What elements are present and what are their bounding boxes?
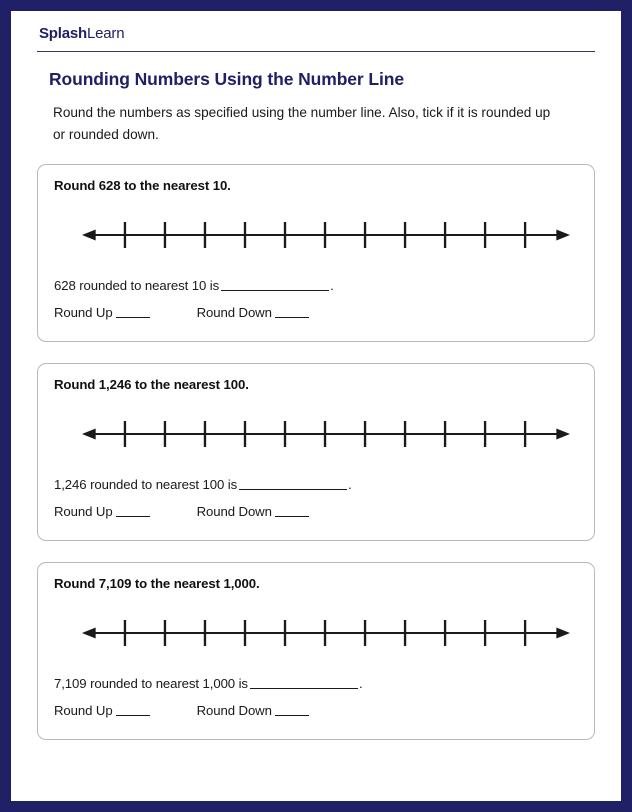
round-down-label: Round Down: [196, 703, 272, 719]
question-box: [37, 363, 595, 541]
worksheet-page: [11, 11, 621, 801]
answer-blank[interactable]: [250, 677, 358, 689]
numberline-container: [54, 218, 578, 252]
answer-block: [54, 676, 578, 718]
round-down-option: [197, 703, 309, 718]
number-line-diagram: [82, 417, 570, 451]
round-down-option: [197, 504, 309, 519]
round-up-label: Round Up: [54, 305, 113, 321]
round-direction-row: [54, 703, 578, 718]
round-up-label: Round Up: [54, 504, 113, 520]
round-up-option: [54, 504, 150, 519]
round-up-option: [54, 305, 150, 320]
question-prompt: Round 7,109 to the nearest 1,000.: [54, 576, 260, 592]
answer-block: [54, 278, 578, 320]
round-down-blank[interactable]: [275, 505, 309, 517]
number-line-diagram: [82, 616, 570, 650]
round-up-label: Round Up: [54, 703, 113, 719]
answer-prefix: 7,109 rounded to nearest 1,000 is: [54, 676, 248, 692]
splashlearn-logo: [37, 22, 595, 42]
answer-period: .: [358, 676, 363, 692]
answer-prefix: 1,246 rounded to nearest 100 is: [54, 477, 238, 493]
round-down-blank[interactable]: [275, 306, 309, 318]
round-down-option: [197, 305, 309, 320]
round-down-blank[interactable]: [275, 704, 309, 716]
question-box: [37, 562, 595, 740]
questions-list: [37, 164, 595, 740]
answer-sentence: [54, 676, 578, 691]
answer-blank[interactable]: [221, 279, 329, 291]
round-direction-row: [54, 305, 578, 320]
question-box: [37, 164, 595, 342]
answer-blank[interactable]: [239, 478, 347, 490]
round-up-blank[interactable]: [116, 704, 150, 716]
answer-block: [54, 477, 578, 519]
numberline-container: [54, 616, 578, 650]
round-up-blank[interactable]: [116, 505, 150, 517]
numberline-container: [54, 417, 578, 451]
brand-name-light: Learn: [86, 25, 125, 42]
brand-name-bold: Splash: [39, 25, 87, 42]
number-line-diagram: [82, 218, 570, 252]
instructions-text: Round the numbers as specified using the number line. Also, tick if it is rounded up or rounded down.: [53, 105, 551, 143]
answer-sentence: [54, 477, 578, 492]
round-down-label: Round Down: [196, 504, 272, 520]
round-down-label: Round Down: [196, 305, 272, 321]
round-up-option: [54, 703, 150, 718]
question-prompt: Round 1,246 to the nearest 100.: [54, 377, 249, 393]
answer-period: .: [330, 278, 334, 294]
round-direction-row: [54, 504, 578, 519]
page-title: Rounding Numbers Using the Number Line: [49, 69, 404, 89]
answer-sentence: [54, 278, 578, 293]
round-up-blank[interactable]: [116, 306, 150, 318]
header-divider: [37, 51, 595, 52]
answer-prefix: 628 rounded to nearest 10 is: [54, 278, 220, 294]
question-prompt: Round 628 to the nearest 10.: [54, 178, 231, 194]
answer-period: .: [348, 477, 352, 493]
